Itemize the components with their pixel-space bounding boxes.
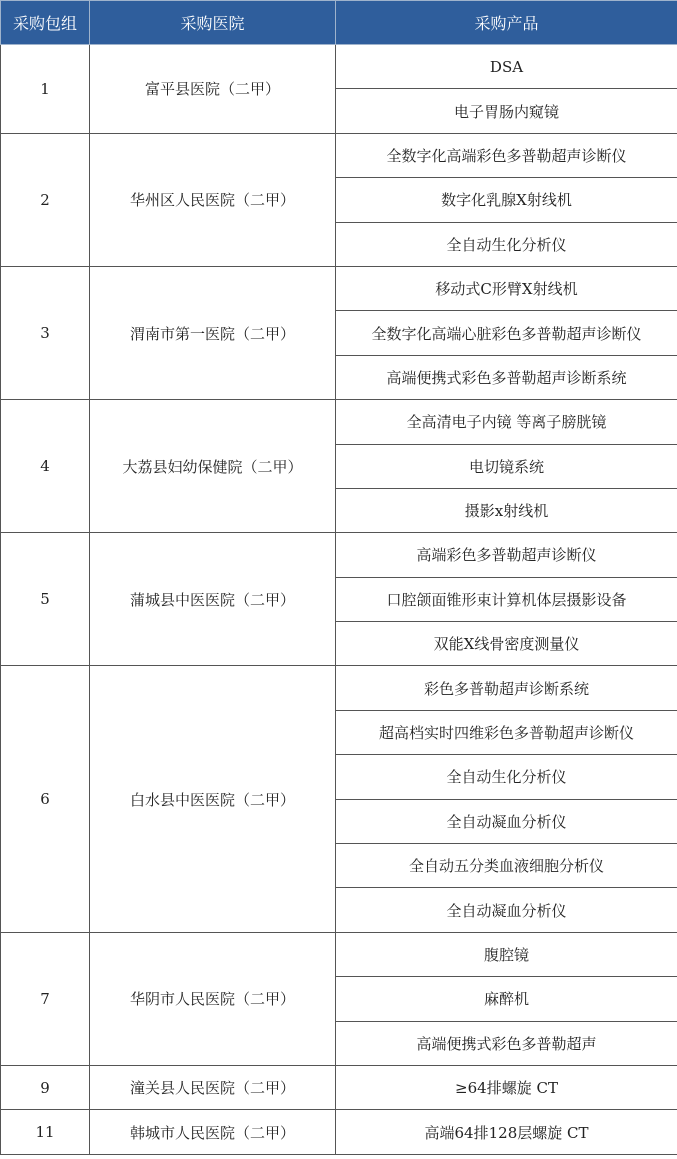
hospital-cell: 韩城市人民医院（二甲） xyxy=(90,1110,336,1154)
product-cell: 高端便携式彩色多普勒超声 xyxy=(336,1021,677,1065)
product-cell: 全自动五分类血液细胞分析仪 xyxy=(336,844,677,888)
group-id-cell: 6 xyxy=(1,666,90,932)
product-cell: 高端64排128层螺旋 CT xyxy=(336,1110,677,1154)
hospital-cell: 蒲城县中医医院（二甲） xyxy=(90,533,336,666)
product-cell: 全数字化高端彩色多普勒超声诊断仪 xyxy=(336,133,677,177)
product-cell: 麻醉机 xyxy=(336,977,677,1021)
product-cell: 高端便携式彩色多普勒超声诊断系统 xyxy=(336,355,677,399)
product-cell: DSA xyxy=(336,45,677,89)
product-cell: 全自动生化分析仪 xyxy=(336,222,677,266)
table-body xyxy=(1,45,677,1155)
group-id-cell: 3 xyxy=(1,266,90,399)
product-cell: 摄影x射线机 xyxy=(336,488,677,532)
product-cell: 全自动生化分析仪 xyxy=(336,755,677,799)
hospital-cell: 华阴市人民医院（二甲） xyxy=(90,932,336,1065)
hospital-cell: 白水县中医医院（二甲） xyxy=(90,666,336,932)
group-id-cell: 11 xyxy=(1,1110,90,1154)
group-id-cell: 5 xyxy=(1,533,90,666)
product-cell: 超高档实时四维彩色多普勒超声诊断仪 xyxy=(336,710,677,754)
group-id-cell: 1 xyxy=(1,45,90,134)
header-row xyxy=(1,1,677,45)
hospital-cell: 华州区人民医院（二甲） xyxy=(90,133,336,266)
table-row xyxy=(1,133,677,177)
product-cell: 全数字化高端心脏彩色多普勒超声诊断仪 xyxy=(336,311,677,355)
group-id-cell: 9 xyxy=(1,1065,90,1109)
product-cell: ≥64排螺旋 CT xyxy=(336,1065,677,1109)
header-hospital: 采购医院 xyxy=(90,1,336,45)
product-cell: 腹腔镜 xyxy=(336,932,677,976)
header-product: 采购产品 xyxy=(336,1,677,45)
product-cell: 电子胃肠内窥镜 xyxy=(336,89,677,133)
hospital-cell: 大荔县妇幼保健院（二甲） xyxy=(90,400,336,533)
group-id-cell: 2 xyxy=(1,133,90,266)
product-cell: 高端彩色多普勒超声诊断仪 xyxy=(336,533,677,577)
product-cell: 全高清电子内镜 等离子膀胱镜 xyxy=(336,400,677,444)
table-row xyxy=(1,932,677,976)
table-row xyxy=(1,533,677,577)
product-cell: 移动式C形臂X射线机 xyxy=(336,266,677,310)
header-group: 采购包组 xyxy=(1,1,90,45)
hospital-cell: 富平县医院（二甲） xyxy=(90,45,336,134)
table-row xyxy=(1,400,677,444)
table-row xyxy=(1,666,677,710)
product-cell: 数字化乳腺X射线机 xyxy=(336,178,677,222)
table-row xyxy=(1,1110,677,1154)
group-id-cell: 7 xyxy=(1,932,90,1065)
product-cell: 口腔颌面锥形束计算机体层摄影设备 xyxy=(336,577,677,621)
product-cell: 电切镜系统 xyxy=(336,444,677,488)
product-cell: 全自动凝血分析仪 xyxy=(336,799,677,843)
product-cell: 双能X线骨密度测量仪 xyxy=(336,622,677,666)
hospital-cell: 渭南市第一医院（二甲） xyxy=(90,266,336,399)
table-row xyxy=(1,266,677,310)
group-id-cell: 4 xyxy=(1,400,90,533)
product-cell: 全自动凝血分析仪 xyxy=(336,888,677,932)
hospital-cell: 潼关县人民医院（二甲） xyxy=(90,1065,336,1109)
table-row xyxy=(1,45,677,89)
table-row xyxy=(1,1065,677,1109)
product-cell: 彩色多普勒超声诊断系统 xyxy=(336,666,677,710)
